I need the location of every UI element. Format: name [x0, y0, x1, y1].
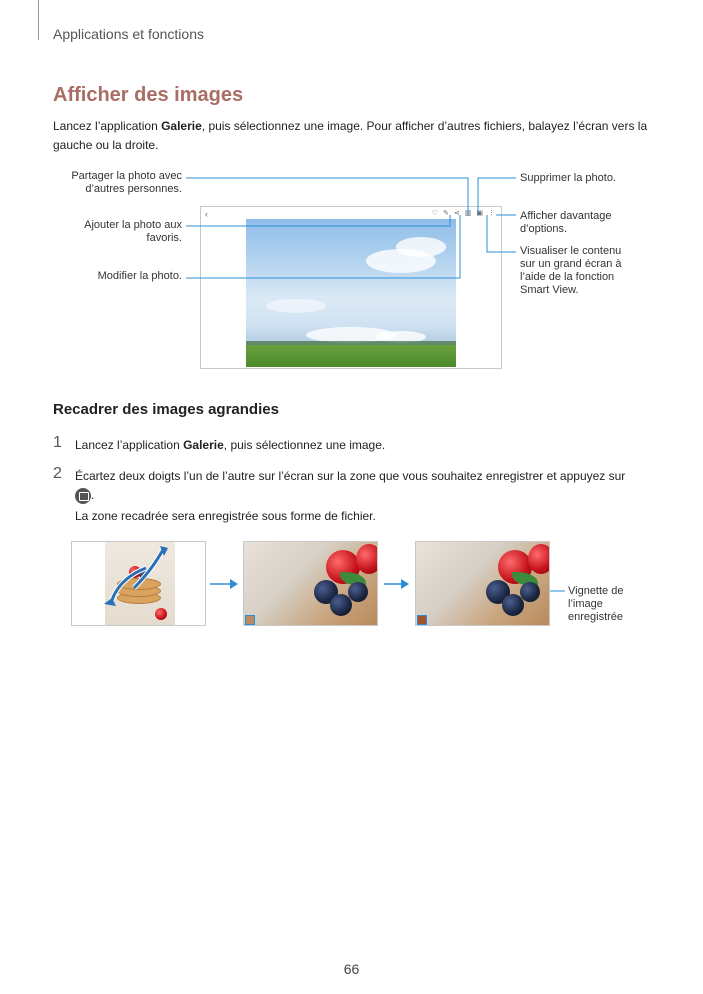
intro-text-1: Lancez l’application	[53, 119, 162, 133]
callout-more-options: Afficher davantage d’options.	[520, 210, 612, 235]
step-1-text	[75, 436, 655, 455]
step-2-note: La zone recadrée sera enregistrée sous forme de fichier.	[75, 509, 376, 523]
intro-app-name: Galerie	[161, 119, 202, 133]
step-1-app-name: Galerie	[183, 438, 224, 452]
cast-icon: ▣	[476, 210, 483, 217]
callout-thumbnail: Vignette de l’image enregistrée	[568, 585, 624, 623]
callout-edit: Modifier la photo.	[97, 270, 182, 282]
trash-icon: ▥	[464, 210, 472, 217]
running-header: Applications et fonctions	[53, 26, 204, 42]
crop-icon	[75, 488, 91, 504]
saved-thumbnail	[417, 615, 427, 625]
pencil-icon: ✎	[443, 210, 449, 217]
callout-favorite: Ajouter la photo aux favoris.	[84, 219, 182, 244]
saved-berries-photo	[416, 542, 550, 626]
thumbnail-placeholder	[245, 615, 255, 625]
intro-text-2: , puis sélectionnez une image. Pour afficher d’autres fichiers, balayez l’écran vers la gauche ou la droite.	[53, 119, 648, 152]
step-number-2: 2	[53, 465, 62, 482]
share-icon: ⋖	[453, 210, 460, 217]
pinch-gesture-arrows	[72, 542, 206, 626]
page-number: 66	[343, 961, 360, 977]
step-2-text	[75, 467, 655, 505]
zoomed-screenshot	[243, 541, 378, 626]
section-title: Afficher des images	[53, 84, 244, 106]
callout-delete: Supprimer la photo.	[520, 172, 616, 184]
step-1-text-1: Lancez l’application	[75, 438, 184, 452]
callout-share: Partager la photo avec d’autres personnes.	[71, 170, 182, 195]
callout-smart-view: Visualiser le contenu sur un grand écran à l’aide de la fonction Smart View.	[520, 245, 622, 296]
step-2-period: .	[91, 488, 95, 502]
chevron-left-icon: ‹	[205, 209, 208, 219]
pinch-zoom-screenshot	[71, 541, 206, 626]
heart-icon: ♡	[431, 210, 438, 217]
step-number-1: 1	[53, 434, 62, 451]
step-1-text-2: , puis sélectionnez une image.	[223, 438, 386, 452]
more-vertical-icon: ⋮	[488, 210, 495, 217]
saved-screenshot	[415, 541, 550, 626]
zoomed-berries-photo	[244, 542, 378, 626]
subsection-title: Recadrer des images agrandies	[53, 401, 279, 418]
step-2-main: Écartez deux doigts l’un de l’autre sur l’écran sur la zone que vous souhaitez enregistrer et appuyez sur	[75, 469, 626, 483]
